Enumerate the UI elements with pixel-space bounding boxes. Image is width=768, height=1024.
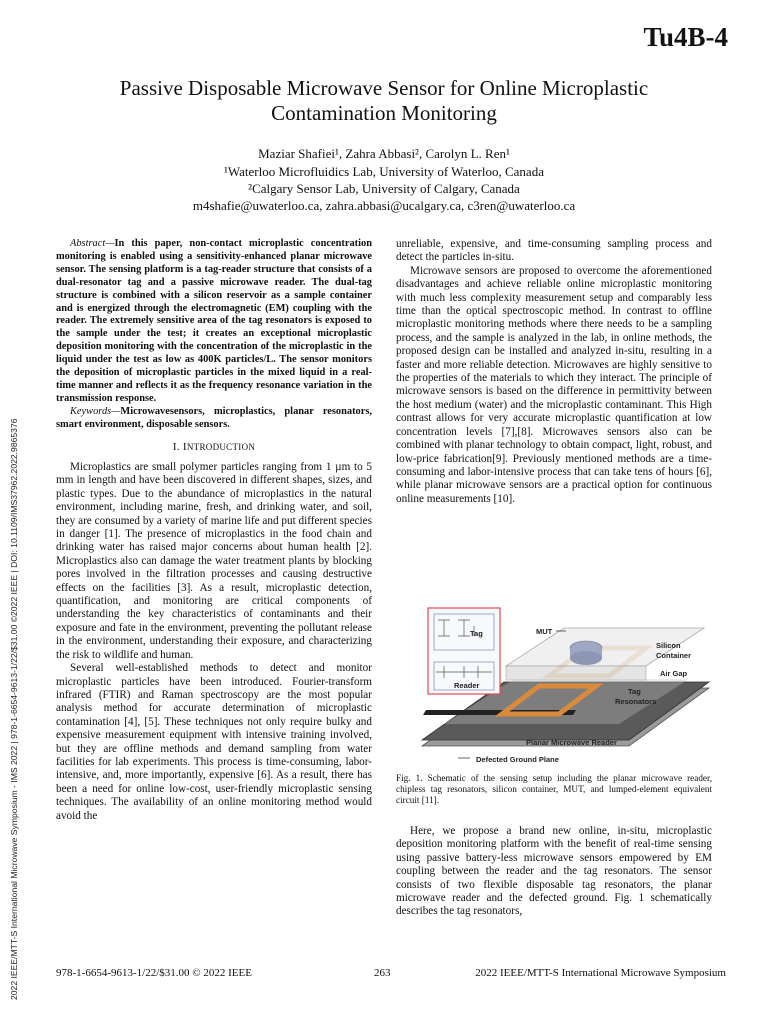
author-emails: m4shafie@uwaterloo.ca, zahra.abbasi@ucalgary.ca, c3ren@uwaterloo.ca — [192, 198, 576, 213]
right-column-bottom — [396, 825, 712, 919]
side-copyright-note: 2022 IEEE/MTT-S International Microwave Symposium - IMS 2022 | 978-1-6654-9613-1/22/$31.00 ©2022 IEEE | DOI: 10.1109/IMS37962.2022.9865376 — [9, 418, 19, 1000]
affiliation-2: ²Calgary Sensor Lab, University of Calgary, Canada — [248, 181, 520, 196]
label-tag-resonators-1: Tag — [628, 687, 641, 696]
section-number: I. — [172, 440, 183, 453]
figure-1-caption: Fig. 1. Schematic of the sensing setup including the planar microwave reader, chipless tag resonators, silicon container, MUT, and lumped-element equivalent circuit [11]. — [396, 773, 712, 806]
abstract-lead: Abstract— — [70, 238, 115, 249]
figure-1-schematic — [414, 606, 714, 766]
label-tag-resonators-2: Resonators — [615, 697, 657, 706]
paper-title: Passive Disposable Microwave Sensor for Online Microplastic Contamination Monitoring — [119, 76, 649, 125]
label-reader: Reader — [454, 681, 480, 690]
footer-copyright: 978-1-6654-9613-1/22/$31.00 © 2022 IEEE — [56, 967, 252, 979]
right-paragraph-1: unreliable, expensive, and time-consuming sampling process and detect the particles in-situ. — [396, 238, 712, 264]
keywords — [56, 406, 372, 432]
author-names: Maziar Shafiei¹, Zahra Abbasi², Carolyn L. Ren¹ — [258, 146, 510, 161]
label-planar-reader: Planar Microwave Reader — [526, 738, 617, 747]
silicon-container-side — [506, 666, 646, 680]
keywords-text: Microwavesensors, microplastics, planar resonators, smart environment, disposable sensors. — [56, 405, 372, 430]
figure-1 — [414, 606, 714, 766]
footer-page-number: 263 — [374, 967, 391, 979]
section-title-initial: I — [182, 440, 187, 453]
intro-paragraph-1: Microplastics are small polymer particles ranging from 1 µm to 5 mm in length and have been discovered in different shapes, sizes, and plastic types. Due to the abundance of microplastics in the natural environment, including marine, fresh, and drinking water, and soil, they are consumed by a variety of marine life and put different species in danger [1]. The presence of microplastics in the food chain and drinking water has raised major concerns about human health [2]. Microplastics also can damage the water treatment plants by blocking pores involved in the filtration processes and causing destructive effects on the facilities [3]. As a result, microplastic detection, quantification, and monitoring are critical components of understanding the key characteristics of contaminants and their exposure and fate in the environment, preventing the pollutant release in the environment, understanding their exposure, and characterizing the risk to wildlife and human. — [56, 461, 372, 661]
mut-sample-base — [570, 651, 602, 665]
label-tag: Tag — [470, 629, 483, 638]
label-silicon-2: Container — [656, 651, 692, 660]
label-silicon-1: Silicon — [656, 641, 681, 650]
label-ground-plane: Defected Ground Plane — [476, 755, 559, 764]
section-heading-introduction — [56, 441, 372, 454]
label-air-gap: Air Gap — [660, 669, 688, 678]
paper-id: Tu4B-4 — [643, 22, 728, 52]
affiliation-1: ¹Waterloo Microfluidics Lab, University of Waterloo, Canada — [224, 164, 544, 179]
left-column — [56, 238, 372, 823]
right-paragraph-2: Microwave sensors are proposed to overcome the aforementioned disadvantages and achieve reliable online microplastic monitoring with much less complexity measurement setup and comparably less time than the optical spectroscopic method. In contrast to offline microplastic monitoring methods where there needs to be a sampling process, and the sample is analyzed in the lab, in online methods, the proposed design can be installed and analyzed in-situ, resulting in a faster and more reliable detection. Microwaves are highly sensitive to the properties of the materials to which they interact. The principle of microwave sensors is based on the difference in permittivity between the host medium (water) and the microplastic contaminant. This High contrast allows for very accurate microplastic quantification at low concentration levels [7],[8]. Microwaves sensors also can be combined with planar technology to obtain compact, light, robust, and low-price fabrication[9]. Previously mentioned methods are a time-consuming and labor-intensive process that can take tens of hours [6], while planar microwave sensors are a practical option for continuous online measurements [10]. — [396, 264, 712, 505]
keywords-lead: Keywords— — [70, 405, 121, 417]
section-title-rest: NTRODUCTION — [186, 441, 256, 452]
abstract — [56, 238, 372, 406]
intro-paragraph-2: Several well-established methods to detect and monitor microplastic particles have been introduced. Fourier-transform infrared (FTIR) and Raman spectroscopy are the most popular analysis method for accurate determination of microplastic contamination [4], [5]. These techniques not only require bulky and expensive measurement equipment with intensive training involved, but they are offline methods and demand sampling from water facilities for lab experiments. This process is time-consuming, labor-intensive, and, more importantly, expensive [6]. As a result, there has been a need for online low-cost, user-friendly microplastic sensing techniques. The availability of an online monitoring method would avoid the — [56, 662, 372, 822]
footer-conference: 2022 IEEE/MTT-S International Microwave Symposium — [475, 967, 726, 979]
abstract-text: In this paper, non-contact microplastic concentration monitoring is enabled using a sensitivity-enhanced planar microwave sensor. The sensing platform is a tag-reader structure that consists of a dual-resonator tag and a passive microwave reader. The dual-tag structure is combined with a silicon reservoir as a sample container and is energized through the electromagnetic (EM) coupling with the reader. The extremely sensitive area of the tag resonators is exposed to the sample under the test; it creates an exceptional microplastic deposition monitoring with the concentration of the microplastic in the liquid under the test as low as 400K particles/L. The sensor monitors the deposition of microplastic particles in the mixed liquid in a real-time manner and reflects it as the frequency resonance variation in the transmission response. — [56, 238, 372, 404]
right-column-top — [396, 238, 712, 506]
label-mut: MUT — [536, 627, 553, 636]
right-paragraph-3: Here, we propose a brand new online, in-situ, microplastic deposition monitoring platform with the benefit of real-time sensing using passive battery-less microwave sensors empowered by EM coupling between the reader and the tag resonators. The sensor consists of two flexible disposable tag resonators, the planar microwave reader and the defected ground. Fig. 1 schematically describes the tag resonators, — [396, 825, 712, 918]
